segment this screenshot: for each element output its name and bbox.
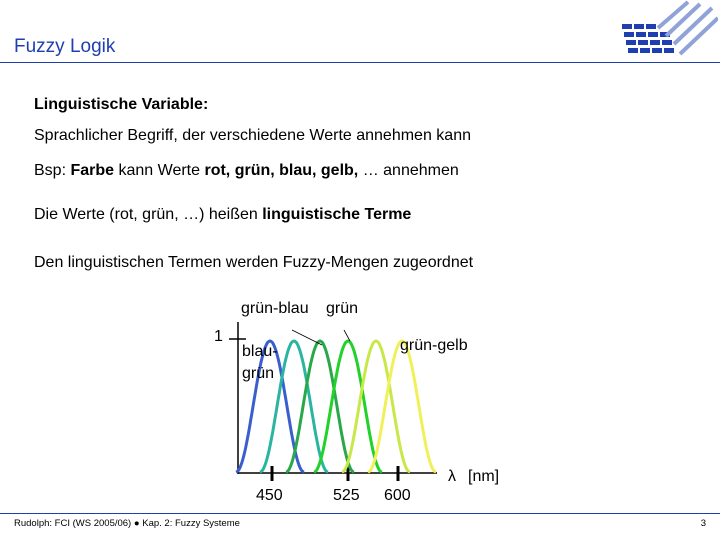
x-tick-label-450: 450 <box>256 487 283 504</box>
footer-citation: Rudolph: FCI (WS 2005/06) ● Kap. 2: Fuzzy Systeme <box>14 518 240 529</box>
footer-divider <box>0 513 720 514</box>
leader-gruen <box>344 330 350 341</box>
label-gruen-gelb: grün-gelb <box>400 337 468 354</box>
example-mid: kann Werte <box>114 162 205 179</box>
terms-prefix: Die Werte (rot, grün, …) heißen <box>34 206 263 223</box>
label-gruen-blau: grün-blau <box>241 300 309 317</box>
label-blau-gruen-line1: blau- <box>242 343 278 360</box>
label-blau-gruen-line2: grün <box>242 365 275 382</box>
page-number: 3 <box>700 518 706 529</box>
curve-gruen <box>314 341 382 472</box>
example-suffix: … annehmen <box>358 162 459 179</box>
x-tick-label-525: 525 <box>333 487 360 504</box>
label-gruen: grün <box>326 300 359 317</box>
terms-bold: linguistische Terme <box>262 206 412 223</box>
unit-label: [nm] <box>468 468 500 485</box>
y-tick-label: 1 <box>214 328 223 345</box>
page-title: Fuzzy Logik <box>14 36 116 57</box>
example-prefix: Bsp: <box>34 162 71 179</box>
definition-text: Sprachlicher Begriff, der verschiedene Werte annehmen kann <box>34 127 471 144</box>
x-tick-label-600: 600 <box>384 487 411 504</box>
lambda-symbol: λ <box>448 468 456 485</box>
example-variable: Farbe <box>70 162 115 179</box>
section-heading: Linguistische Variable: <box>34 96 209 113</box>
example-values: rot, grün, blau, gelb, <box>204 162 359 179</box>
mapping-text: Den linguistischen Termen werden Fuzzy-Mengen zugeordnet <box>34 254 474 271</box>
